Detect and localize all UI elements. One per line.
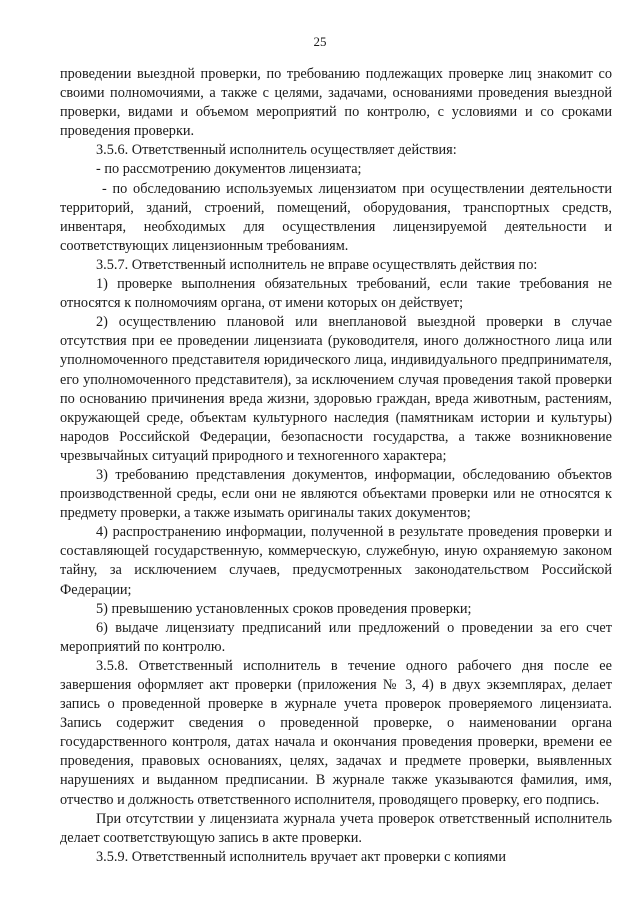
list-item-review-documents: - по рассмотрению документов лицензиата; [96, 161, 362, 178]
list-item-6: 6) выдаче лицензиату предписаний или предложений о проведении за его счет мероприятий по контролю. [60, 619, 612, 655]
list-item-2: 2) осуществлению плановой или внеплановой выездной проверки в случае отсутствия при ее проведении лицензиата (руководителя, иного должностного лица или уполномоченного представителя юридического лица, индивидуального предпринимателя, его уполномоченного представителя), за исключением случая проведения такой проверки по основанию причинения вреда жизни, здоровью граждан, вреда животным, растениям, окружающей среде, объектам культурного наследия (памятникам истории и культуры) народов Российской Федерации, безопасности государства, а также возникновение чрезвычайных ситуаций природного и техногенного характера; [60, 314, 612, 464]
document-body [60, 65, 612, 867]
paragraph-continuation: проведении выездной проверки, по требованию подлежащих проверке лиц знакомит со своими полномочиями, а также с целями, задачами, основаниями проведения выездной проверки, видами и объемом мероприятий по контролю, с условиями и со сроками проведения проверки. [60, 66, 612, 140]
paragraph-3-5-7: 3.5.7. Ответственный исполнитель не вправе осуществлять действия по: [96, 256, 538, 273]
list-item-5: 5) превышению установленных сроков проведения проверки; [96, 600, 472, 617]
paragraph-3-5-6: 3.5.6. Ответственный исполнитель осуществляет действия: [96, 142, 457, 159]
paragraph-3-5-8: 3.5.8. Ответственный исполнитель в течение одного рабочего дня после ее завершения оформляет акт проверки (приложения № 3, 4) в двух экземплярах, делает запись о проведенной проверке в журнале учета проверок проверяемого лицензиата. Запись содержит сведения о проведенной проверке, о наименовании органа государственного контроля, датах начала и окончания проведения проверки, времени ее проведения, правовых основаниях, целях, задачах и предмете проверки, выявленных нарушениях и выданном предписании. В журнале также указываются фамилия, имя, отчество и должность ответственного исполнителя, проводящего проверку, его подпись. [60, 657, 612, 808]
list-item-3: 3) требованию представления документов, информации, обследованию объектов производственной среды, если они не являются объектами проверки или не относятся к предмету проверки, а также изымать оригиналы таких документов; [60, 466, 612, 522]
list-item-4: 4) распространению информации, полученной в результате проведения проверки и составляющей государственную, коммерческую, служебную, иную охраняемую законом тайну, за исключением случаев, предусмотренных законодательством Российской Федерации; [60, 524, 612, 598]
paragraph-no-journal: При отсутствии у лицензиата журнала учета проверок ответственный исполнитель делает соответствующую запись в акте проверки. [60, 810, 612, 846]
page-number: 25 [313, 34, 327, 49]
list-item-inspection-territories: - по обследованию используемых лицензиатом при осуществлении деятельности территорий, зданий, строений, помещений, оборудования, транспортных средств, инвентаря, необходимых для осуществления лицензируемой деятельности и соответствующих лицензионным требованиям. [60, 180, 612, 254]
list-item-1: 1) проверке выполнения обязательных требований, если такие требования не относятся к полномочиям органа, от имени которых он действует; [60, 276, 612, 312]
paragraph-3-5-9: 3.5.9. Ответственный исполнитель вручает акт проверки с копиями [96, 848, 506, 865]
